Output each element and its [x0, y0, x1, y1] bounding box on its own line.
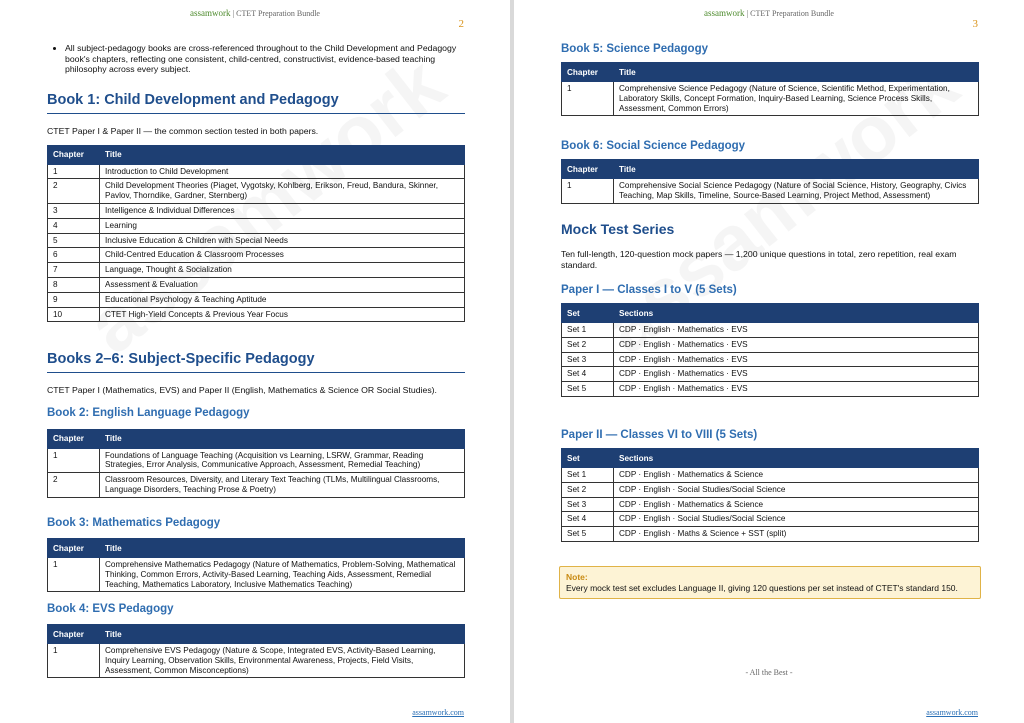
table-row — [48, 218, 465, 233]
set-cell: Set 5 — [562, 527, 614, 542]
title-cell: Introduction to Child Development — [100, 164, 465, 179]
header-separator: | — [746, 9, 749, 18]
sections-cell: CDP · English · Mathematics · EVS — [614, 367, 979, 382]
mock-subtitle: Ten full-length, 120-question mock papers — 1,200 unique questions in total, zero repetition, real exam standard. — [561, 249, 957, 270]
table-row — [562, 497, 979, 512]
column-header: Title — [100, 145, 465, 164]
book5-table — [561, 62, 979, 116]
title-cell: Child-Centred Education & Classroom Processes — [100, 248, 465, 263]
table-row — [48, 233, 465, 248]
column-header: Chapter — [48, 625, 100, 644]
book1-subtitle: CTET Paper I & Paper II — the common section tested in both papers. — [47, 126, 319, 136]
table-row — [48, 263, 465, 278]
column-header: Title — [614, 63, 979, 82]
table-row — [48, 179, 465, 204]
set-cell: Set 2 — [562, 482, 614, 497]
column-header: Chapter — [48, 429, 100, 448]
table-row — [562, 337, 979, 352]
chapter-cell: 5 — [48, 233, 100, 248]
header-brand: assamwork — [704, 8, 745, 18]
set-cell: Set 4 — [562, 512, 614, 527]
chapter-cell: 1 — [48, 558, 100, 592]
header-brand: assamwork — [190, 8, 231, 18]
table-row — [48, 164, 465, 179]
chapter-cell: 6 — [48, 248, 100, 263]
chapter-cell: 1 — [562, 82, 614, 116]
column-header: Title — [614, 160, 979, 179]
sections-cell: CDP · English · Mathematics & Science — [614, 497, 979, 512]
chapter-cell: 1 — [48, 644, 100, 678]
paper2-heading: Paper II — Classes VI to VIII (5 Sets) — [561, 429, 758, 441]
column-header: Set — [562, 449, 614, 468]
column-header: Chapter — [48, 539, 100, 558]
book6-section — [561, 139, 979, 204]
title-cell: Comprehensive Science Pedagogy (Nature of Science, Scientific Method, Experimentation, Laboratory Skills, Concept Formation, Inquiry-Based Learning, Science Process Skills, Assessment, Common Errors) — [614, 82, 979, 116]
sections-cell: CDP · English · Social Studies/Social Science — [614, 482, 979, 497]
book3-heading: Book 3: Mathematics Pedagogy — [47, 517, 221, 529]
table-row — [48, 248, 465, 263]
book6-heading: Book 6: Social Science Pedagogy — [561, 140, 746, 152]
note-text: Every mock test set excludes Language II, giving 120 questions per set instead of CTET's standard 150. — [566, 582, 958, 593]
title-cell: Child Development Theories (Piaget, Vygotsky, Kohlberg, Erikson, Freud, Bandura, Skinner, Pavlov, Thorndike, Gardner, Sternberg) — [100, 179, 465, 204]
page-3 — [514, 0, 1024, 723]
table-row — [48, 203, 465, 218]
title-cell: Language, Thought & Socialization — [100, 263, 465, 278]
title-cell: Educational Psychology & Teaching Aptitude — [100, 292, 465, 307]
book4-table — [47, 624, 465, 678]
title-cell: CTET High-Yield Concepts & Previous Year Focus — [100, 307, 465, 322]
header-bundle: CTET Preparation Bundle — [750, 9, 834, 18]
table-row — [48, 277, 465, 292]
book2-table — [47, 429, 465, 498]
book5-section — [561, 42, 979, 116]
column-header: Chapter — [562, 63, 614, 82]
closing-line: - All the Best - — [745, 668, 793, 677]
paper2-section — [561, 428, 979, 542]
table-row — [562, 179, 979, 204]
title-cell: Comprehensive EVS Pedagogy (Nature & Scope, Integrated EVS, Activity-Based Learning, Inquiry Learning, Observation Skills, Environmental Awareness, Projects, Field Visits, Assessment, Common Misconceptions) — [100, 644, 465, 678]
sections-cell: CDP · English · Social Studies/Social Science — [614, 512, 979, 527]
chapter-cell: 2 — [48, 179, 100, 204]
sections-cell: CDP · English · Mathematics · EVS — [614, 323, 979, 338]
table-header-row — [562, 63, 979, 82]
column-header: Sections — [614, 449, 979, 468]
book1-table — [47, 145, 465, 323]
book6-table — [561, 159, 979, 204]
table-row — [562, 323, 979, 338]
footer-website-link[interactable]: assamwork.com — [412, 708, 464, 717]
table-header-row — [48, 429, 465, 448]
note-box — [559, 566, 981, 599]
table-row — [48, 473, 465, 498]
title-cell: Foundations of Language Teaching (Acquisition vs Learning, LSRW, Grammar, Reading Strategies, Error Analysis, Communicative Approach, Assessment, Remedial Teaching) — [100, 448, 465, 473]
intro-bullet-list — [47, 43, 465, 75]
column-header: Title — [100, 625, 465, 644]
title-cell: Classroom Resources, Diversity, and Literary Text Teaching (TLMs, Multilingual Classrooms, Language Disorders, Teaching Prose & Poetry) — [100, 473, 465, 498]
header-separator: | — [232, 9, 235, 18]
set-cell: Set 4 — [562, 367, 614, 382]
table-row — [48, 448, 465, 473]
chapter-cell: 2 — [48, 473, 100, 498]
chapter-cell: 3 — [48, 203, 100, 218]
chapter-cell: 8 — [48, 277, 100, 292]
set-cell: Set 5 — [562, 382, 614, 397]
note-label: Note: — [566, 572, 588, 582]
table-header-row — [48, 539, 465, 558]
paper1-heading: Paper I — Classes I to V (5 Sets) — [561, 284, 737, 296]
page-header — [514, 8, 1024, 18]
paper1-section — [561, 283, 979, 397]
book1-section — [47, 92, 465, 322]
set-cell: Set 1 — [562, 323, 614, 338]
header-bundle: CTET Preparation Bundle — [236, 9, 320, 18]
page-header — [0, 8, 510, 18]
table-row — [562, 367, 979, 382]
books2to6-subtitle: CTET Paper I (Mathematics, EVS) and Paper II (English, Mathematics & Science OR Social Studies). — [47, 385, 437, 395]
table-header-row — [48, 625, 465, 644]
chapter-cell: 7 — [48, 263, 100, 278]
chapter-cell: 10 — [48, 307, 100, 322]
mock-heading: Mock Test Series — [561, 221, 675, 237]
title-cell: Inclusive Education & Children with Special Needs — [100, 233, 465, 248]
title-cell: Learning — [100, 218, 465, 233]
column-header: Chapter — [48, 145, 100, 164]
book5-heading: Book 5: Science Pedagogy — [561, 43, 708, 55]
set-cell: Set 1 — [562, 468, 614, 483]
page-number: 2 — [458, 18, 464, 30]
paper1-table — [561, 303, 979, 397]
sections-cell: CDP · English · Mathematics & Science — [614, 468, 979, 483]
title-cell: Intelligence & Individual Differences — [100, 203, 465, 218]
chapter-cell: 9 — [48, 292, 100, 307]
column-header: Set — [562, 304, 614, 323]
page-2 — [0, 0, 510, 723]
sections-cell: CDP · English · Mathematics · EVS — [614, 352, 979, 367]
chapter-cell: 1 — [562, 179, 614, 204]
book1-heading: Book 1: Child Development and Pedagogy — [47, 92, 465, 114]
sections-cell: CDP · English · Mathematics · EVS — [614, 382, 979, 397]
table-row — [48, 307, 465, 322]
title-cell: Comprehensive Social Science Pedagogy (Nature of Social Science, History, Geography, Civics Teaching, Map Skills, Timeline, Source-Based Learning, Project Method, Assessment) — [614, 179, 979, 204]
sections-cell: CDP · English · Maths & Science + SST (split) — [614, 527, 979, 542]
book3-table — [47, 538, 465, 592]
book4-heading: Book 4: EVS Pedagogy — [47, 603, 174, 615]
table-row — [48, 644, 465, 678]
chapter-cell: 1 — [48, 164, 100, 179]
book4-section — [47, 602, 465, 678]
books2to6-section — [47, 351, 465, 498]
table-row — [562, 352, 979, 367]
sections-cell: CDP · English · Mathematics · EVS — [614, 337, 979, 352]
book3-section — [47, 516, 465, 592]
table-row — [562, 468, 979, 483]
table-row — [48, 558, 465, 592]
set-cell: Set 3 — [562, 352, 614, 367]
footer-website-link[interactable]: assamwork.com — [926, 708, 978, 717]
column-header: Title — [100, 539, 465, 558]
table-header-row — [48, 145, 465, 164]
column-header: Chapter — [562, 160, 614, 179]
table-row — [562, 82, 979, 116]
table-row — [562, 512, 979, 527]
table-row — [562, 527, 979, 542]
chapter-cell: 4 — [48, 218, 100, 233]
column-header: Title — [100, 429, 465, 448]
books2to6-heading: Books 2–6: Subject-Specific Pedagogy — [47, 351, 465, 373]
set-cell: Set 3 — [562, 497, 614, 512]
table-row — [48, 292, 465, 307]
table-header-row — [562, 160, 979, 179]
table-header-row — [562, 304, 979, 323]
title-cell: Comprehensive Mathematics Pedagogy (Nature of Mathematics, Problem-Solving, Mathematical Thinking, Common Errors, Activity-Based Learning, Teaching Aids, Assessment, Remedial Teaching, Mathematics Laboratory, Inclusive Mathematics Teaching) — [100, 558, 465, 592]
table-row — [562, 482, 979, 497]
table-header-row — [562, 449, 979, 468]
table-row — [562, 382, 979, 397]
chapter-cell: 1 — [48, 448, 100, 473]
title-cell: Assessment & Evaluation — [100, 277, 465, 292]
page-number: 3 — [972, 18, 978, 30]
mock-section — [561, 221, 979, 270]
intro-bullet: • All subject-pedagogy books are cross-referenced throughout to the Child Development and Pedagogy book's chapters, reflecting one consistent, child-centred, constructivist, evidence-based teaching philosophy across every subject. — [65, 43, 465, 75]
book2-heading: Book 2: English Language Pedagogy — [47, 406, 250, 419]
set-cell: Set 2 — [562, 337, 614, 352]
paper2-table — [561, 448, 979, 542]
column-header: Sections — [614, 304, 979, 323]
